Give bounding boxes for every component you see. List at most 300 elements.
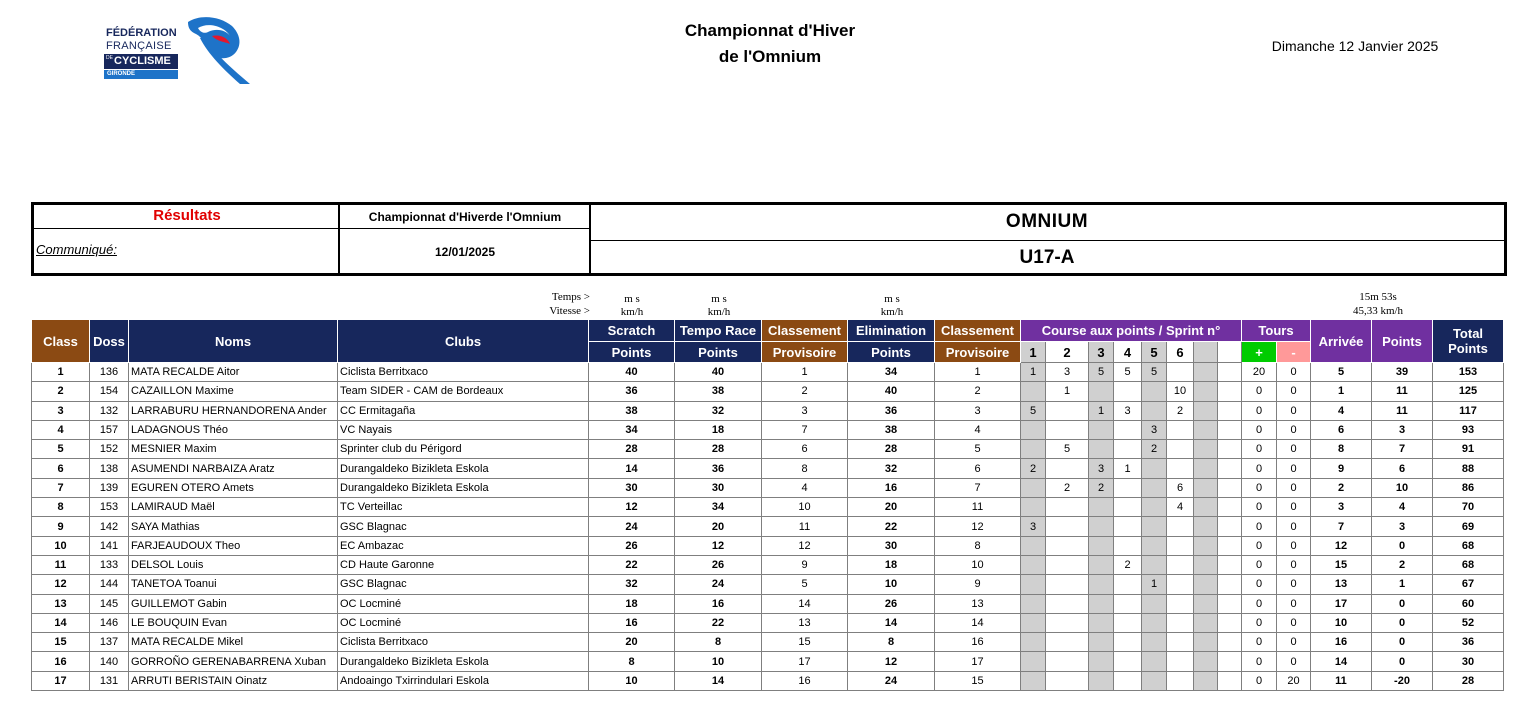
sprint-2-cell: 1 [1046, 382, 1089, 401]
sprint-2-cell: 5 [1046, 440, 1089, 459]
col-sprint-5: 5 [1142, 342, 1167, 363]
sprint-3-cell: 5 [1089, 363, 1114, 382]
sprint-7-cell [1194, 652, 1218, 671]
finish-rank-cell: 9 [1311, 459, 1372, 478]
sprint-8-cell [1218, 652, 1242, 671]
tempo-points-cell: 14 [675, 671, 762, 690]
club-cell: OC Locminé [338, 613, 589, 632]
col-course-points: Course aux points / Sprint n° [1021, 320, 1242, 342]
col-elimination: Elimination [848, 320, 935, 342]
points-race-points-cell: 0 [1372, 633, 1433, 652]
col-arrivee: Arrivée [1311, 320, 1372, 363]
col-tempo: Tempo Race [675, 320, 762, 342]
total-points-cell: 93 [1433, 420, 1504, 439]
rank-cell: 12 [32, 575, 90, 594]
club-cell: OC Locminé [338, 594, 589, 613]
finish-rank-cell: 16 [1311, 633, 1372, 652]
provisional-rank-2-cell: 13 [935, 594, 1021, 613]
provisional-rank-2-cell: 3 [935, 401, 1021, 420]
sprint-6-cell [1167, 420, 1194, 439]
sprint-6-cell [1167, 363, 1194, 382]
rank-cell: 1 [32, 363, 90, 382]
tempo-points-cell: 40 [675, 363, 762, 382]
tempo-time: m s [711, 293, 727, 305]
laps-gained-cell: 0 [1242, 401, 1277, 420]
elimination-speed: km/h [880, 306, 904, 318]
laps-lost-cell: 0 [1277, 363, 1311, 382]
sprint-2-cell [1046, 613, 1089, 632]
club-cell: GSC Blagnac [338, 517, 589, 536]
sprint-2-cell [1046, 459, 1089, 478]
bib-cell: 139 [90, 478, 129, 497]
sprint-8-cell [1218, 420, 1242, 439]
total-points-cell: 68 [1433, 536, 1504, 555]
finish-rank-cell: 6 [1311, 420, 1372, 439]
tempo-points-cell: 12 [675, 536, 762, 555]
club-cell: EC Ambazac [338, 536, 589, 555]
sprint-6-cell [1167, 575, 1194, 594]
provisional-rank-1-cell: 12 [762, 536, 848, 555]
col-sprint-6: 6 [1167, 342, 1194, 363]
sprint-2-cell [1046, 536, 1089, 555]
sprint-4-cell [1114, 420, 1142, 439]
bib-cell: 145 [90, 594, 129, 613]
rider-name-cell: MATA RECALDE Aitor [129, 363, 338, 382]
sprint-5-cell: 1 [1142, 575, 1167, 594]
rider-name-cell: LADAGNOUS Théo [129, 420, 338, 439]
provisional-rank-1-cell: 16 [762, 671, 848, 690]
total-points-cell: 86 [1433, 478, 1504, 497]
col-sprint-3: 3 [1089, 342, 1114, 363]
provisional-rank-1-cell: 9 [762, 555, 848, 574]
col-provisoire-1: Provisoire [762, 342, 848, 363]
laps-lost-cell: 0 [1277, 633, 1311, 652]
rank-cell: 6 [32, 459, 90, 478]
table-row [32, 652, 1504, 671]
sprint-3-cell [1089, 594, 1114, 613]
laps-gained-cell: 0 [1242, 633, 1277, 652]
sprint-8-cell [1218, 575, 1242, 594]
laps-lost-cell: 0 [1277, 459, 1311, 478]
sprint-2-cell [1046, 401, 1089, 420]
table-row [32, 382, 1504, 401]
rider-name-cell: LE BOUQUIN Evan [129, 613, 338, 632]
provisional-rank-2-cell: 2 [935, 382, 1021, 401]
rider-name-cell: ASUMENDI NARBAIZA Aratz [129, 459, 338, 478]
rank-cell: 4 [32, 420, 90, 439]
communique-label: Communiqué: [36, 242, 117, 257]
communique-date: 12/01/2025 [434, 245, 496, 259]
sprint-7-cell [1194, 536, 1218, 555]
scratch-points-cell: 34 [589, 420, 675, 439]
col-sprint-1: 1 [1021, 342, 1046, 363]
laps-lost-cell: 0 [1277, 517, 1311, 536]
bib-cell: 138 [90, 459, 129, 478]
rider-name-cell: FARJEAUDOUX Theo [129, 536, 338, 555]
rank-cell: 2 [32, 382, 90, 401]
title-line2: de l'Omnium [718, 47, 822, 66]
sprint-4-cell [1114, 594, 1142, 613]
elimination-points-cell: 20 [848, 498, 935, 517]
scratch-time: m s [624, 293, 640, 305]
provisional-rank-1-cell: 6 [762, 440, 848, 459]
sprint-4-cell [1114, 633, 1142, 652]
category-name: U17-A [1019, 247, 1075, 268]
sprint-3-cell: 2 [1089, 478, 1114, 497]
sprint-5-cell [1142, 382, 1167, 401]
sprint-4-cell: 2 [1114, 555, 1142, 574]
sprint-6-cell [1167, 536, 1194, 555]
provisional-rank-2-cell: 4 [935, 420, 1021, 439]
sprint-7-cell [1194, 594, 1218, 613]
logo-line1: FÉDÉRATION [106, 27, 177, 39]
sprint-7-cell [1194, 382, 1218, 401]
total-points-cell: 68 [1433, 555, 1504, 574]
finish-rank-cell: 2 [1311, 478, 1372, 497]
sprint-6-cell [1167, 594, 1194, 613]
col-sprint-4: 4 [1114, 342, 1142, 363]
table-row [32, 440, 1504, 459]
laps-gained-cell: 0 [1242, 613, 1277, 632]
club-cell: TC Verteillac [338, 498, 589, 517]
col-tempo-points: Points [675, 342, 762, 363]
sprint-2-cell [1046, 498, 1089, 517]
bib-cell: 137 [90, 633, 129, 652]
sprint-7-cell [1194, 440, 1218, 459]
sprint-8-cell [1218, 671, 1242, 690]
sprint-8-cell [1218, 401, 1242, 420]
sprint-4-cell [1114, 671, 1142, 690]
tempo-points-cell: 26 [675, 555, 762, 574]
results-heading: Résultats [153, 207, 221, 224]
logo-band [104, 54, 178, 69]
sprint-5-cell [1142, 652, 1167, 671]
laps-lost-cell: 0 [1277, 652, 1311, 671]
sprint-4-cell [1114, 575, 1142, 594]
sprint-3-cell [1089, 555, 1114, 574]
sprint-4-cell: 1 [1114, 459, 1142, 478]
scratch-points-cell: 8 [589, 652, 675, 671]
points-race-points-cell: 11 [1372, 382, 1433, 401]
laps-lost-cell: 0 [1277, 382, 1311, 401]
sprint-6-cell [1167, 613, 1194, 632]
logo-de: DE [106, 55, 113, 61]
table-row [32, 498, 1504, 517]
table-row [32, 633, 1504, 652]
sprint-4-cell [1114, 382, 1142, 401]
tempo-points-cell: 10 [675, 652, 762, 671]
points-race-points-cell: 0 [1372, 652, 1433, 671]
table-row [32, 536, 1504, 555]
club-cell: Durangaldeko Bizikleta Eskola [338, 478, 589, 497]
tempo-points-cell: 32 [675, 401, 762, 420]
sprint-5-cell [1142, 536, 1167, 555]
provisional-rank-1-cell: 7 [762, 420, 848, 439]
total-points-cell: 67 [1433, 575, 1504, 594]
sprint-2-cell [1046, 633, 1089, 652]
sprint-2-cell [1046, 555, 1089, 574]
sprint-7-cell [1194, 363, 1218, 382]
laps-gained-cell: 0 [1242, 498, 1277, 517]
points-race-points-cell: 0 [1372, 613, 1433, 632]
elimination-points-cell: 8 [848, 633, 935, 652]
col-tours-minus: - [1277, 342, 1311, 363]
tempo-points-cell: 22 [675, 613, 762, 632]
temps-label: Temps > [551, 291, 590, 303]
col-tours: Tours [1242, 320, 1311, 342]
sprint-4-cell [1114, 498, 1142, 517]
sprint-8-cell [1218, 440, 1242, 459]
tempo-points-cell: 20 [675, 517, 762, 536]
tempo-points-cell: 30 [675, 478, 762, 497]
club-cell: Durangaldeko Bizikleta Eskola [338, 459, 589, 478]
club-cell: CC Ermitagaña [338, 401, 589, 420]
scratch-points-cell: 14 [589, 459, 675, 478]
info-box [31, 202, 1507, 276]
results-table [31, 319, 1504, 691]
sprint-7-cell [1194, 671, 1218, 690]
col-sprint-8 [1218, 342, 1242, 363]
provisional-rank-1-cell: 17 [762, 652, 848, 671]
rank-cell: 3 [32, 401, 90, 420]
rank-cell: 7 [32, 478, 90, 497]
finish-rank-cell: 10 [1311, 613, 1372, 632]
sprint-4-cell: 3 [1114, 401, 1142, 420]
elimination-points-cell: 34 [848, 363, 935, 382]
sprint-1-cell [1021, 652, 1046, 671]
total-points-cell: 30 [1433, 652, 1504, 671]
elimination-points-cell: 32 [848, 459, 935, 478]
club-cell: Sprinter club du Périgord [338, 440, 589, 459]
sprint-4-cell [1114, 440, 1142, 459]
rank-cell: 10 [32, 536, 90, 555]
sprint-7-cell [1194, 613, 1218, 632]
club-cell: VC Nayais [338, 420, 589, 439]
sprint-8-cell [1218, 498, 1242, 517]
rank-cell: 11 [32, 555, 90, 574]
bib-cell: 157 [90, 420, 129, 439]
laps-lost-cell: 0 [1277, 594, 1311, 613]
laps-gained-cell: 0 [1242, 459, 1277, 478]
sprint-3-cell [1089, 671, 1114, 690]
sprint-3-cell [1089, 536, 1114, 555]
col-provisoire-2: Provisoire [935, 342, 1021, 363]
provisional-rank-1-cell: 1 [762, 363, 848, 382]
sprint-5-cell [1142, 671, 1167, 690]
scratch-points-cell: 28 [589, 440, 675, 459]
points-race-points-cell: 0 [1372, 594, 1433, 613]
laps-gained-cell: 20 [1242, 363, 1277, 382]
provisional-rank-1-cell: 11 [762, 517, 848, 536]
provisional-rank-2-cell: 14 [935, 613, 1021, 632]
rider-name-cell: MATA RECALDE Mikel [129, 633, 338, 652]
laps-lost-cell: 20 [1277, 671, 1311, 690]
scratch-points-cell: 40 [589, 363, 675, 382]
elimination-points-cell: 10 [848, 575, 935, 594]
provisional-rank-1-cell: 8 [762, 459, 848, 478]
club-cell: Ciclista Berritxaco [338, 363, 589, 382]
tempo-points-cell: 38 [675, 382, 762, 401]
table-row [32, 613, 1504, 632]
scratch-points-cell: 24 [589, 517, 675, 536]
sprint-4-cell [1114, 613, 1142, 632]
sprint-8-cell [1218, 555, 1242, 574]
sprint-3-cell [1089, 575, 1114, 594]
sprint-8-cell [1218, 536, 1242, 555]
finish-rank-cell: 13 [1311, 575, 1372, 594]
sprint-1-cell [1021, 440, 1046, 459]
sprint-7-cell [1194, 420, 1218, 439]
sprint-3-cell [1089, 613, 1114, 632]
sprint-6-cell [1167, 671, 1194, 690]
finish-rank-cell: 8 [1311, 440, 1372, 459]
col-points: Points [1372, 320, 1433, 363]
total-points-cell: 52 [1433, 613, 1504, 632]
tempo-points-cell: 36 [675, 459, 762, 478]
laps-gained-cell: 0 [1242, 517, 1277, 536]
total-points-cell: 36 [1433, 633, 1504, 652]
provisional-rank-2-cell: 9 [935, 575, 1021, 594]
elimination-points-cell: 38 [848, 420, 935, 439]
rank-cell: 8 [32, 498, 90, 517]
total-points-cell: 88 [1433, 459, 1504, 478]
club-cell: Ciclista Berritxaco [338, 633, 589, 652]
col-elimination-points: Points [848, 342, 935, 363]
bib-cell: 144 [90, 575, 129, 594]
sprint-1-cell [1021, 478, 1046, 497]
col-total-line2: Points [1448, 341, 1488, 356]
elimination-points-cell: 14 [848, 613, 935, 632]
sprint-1-cell: 3 [1021, 517, 1046, 536]
ffc-gironde-logo [100, 14, 260, 90]
total-points-cell: 69 [1433, 517, 1504, 536]
provisional-rank-2-cell: 8 [935, 536, 1021, 555]
tempo-points-cell: 16 [675, 594, 762, 613]
points-race-points-cell: 0 [1372, 536, 1433, 555]
bib-cell: 141 [90, 536, 129, 555]
sprint-5-cell [1142, 555, 1167, 574]
sprint-2-cell [1046, 420, 1089, 439]
provisional-rank-2-cell: 5 [935, 440, 1021, 459]
points-race-points-cell: 2 [1372, 555, 1433, 574]
sprint-2-cell [1046, 575, 1089, 594]
bib-cell: 136 [90, 363, 129, 382]
provisional-rank-2-cell: 10 [935, 555, 1021, 574]
sprint-5-cell [1142, 498, 1167, 517]
sprint-3-cell: 1 [1089, 401, 1114, 420]
laps-gained-cell: 0 [1242, 594, 1277, 613]
provisional-rank-1-cell: 3 [762, 401, 848, 420]
col-doss: Doss [90, 320, 129, 363]
elimination-points-cell: 40 [848, 382, 935, 401]
laps-gained-cell: 0 [1242, 652, 1277, 671]
sprint-4-cell [1114, 517, 1142, 536]
provisional-rank-2-cell: 11 [935, 498, 1021, 517]
sprint-8-cell [1218, 382, 1242, 401]
page-title [620, 18, 920, 70]
total-points-cell: 91 [1433, 440, 1504, 459]
logo-subband [104, 70, 178, 79]
points-race-points-cell: 1 [1372, 575, 1433, 594]
points-race-points-cell: -20 [1372, 671, 1433, 690]
rider-name-cell: GORROÑO GERENABARRENA Xuban [129, 652, 338, 671]
col-classement-2: Classement [935, 320, 1021, 342]
sprint-8-cell [1218, 363, 1242, 382]
points-race-speed: 45,33 km/h [1352, 305, 1404, 317]
club-cell: Durangaldeko Bizikleta Eskola [338, 652, 589, 671]
tempo-points-cell: 24 [675, 575, 762, 594]
elimination-points-cell: 24 [848, 671, 935, 690]
rank-cell: 13 [32, 594, 90, 613]
bib-cell: 152 [90, 440, 129, 459]
scratch-points-cell: 30 [589, 478, 675, 497]
finish-rank-cell: 17 [1311, 594, 1372, 613]
table-row [32, 517, 1504, 536]
club-cell: Andoaingo Txirrindulari Eskola [338, 671, 589, 690]
provisional-rank-2-cell: 17 [935, 652, 1021, 671]
provisional-rank-2-cell: 15 [935, 671, 1021, 690]
sprint-1-cell: 2 [1021, 459, 1046, 478]
rider-name-cell: SAYA Mathias [129, 517, 338, 536]
elimination-points-cell: 16 [848, 478, 935, 497]
tempo-points-cell: 28 [675, 440, 762, 459]
elimination-points-cell: 30 [848, 536, 935, 555]
table-row [32, 401, 1504, 420]
sprint-6-cell [1167, 440, 1194, 459]
sprint-1-cell [1021, 594, 1046, 613]
rank-cell: 16 [32, 652, 90, 671]
sprint-3-cell [1089, 382, 1114, 401]
sprint-8-cell [1218, 478, 1242, 497]
points-race-points-cell: 39 [1372, 363, 1433, 382]
elimination-points-cell: 36 [848, 401, 935, 420]
elimination-points-cell: 22 [848, 517, 935, 536]
col-classement-1: Classement [762, 320, 848, 342]
sprint-5-cell [1142, 633, 1167, 652]
table-row [32, 575, 1504, 594]
tempo-speed: km/h [707, 306, 731, 318]
col-clubs: Clubs [338, 320, 589, 363]
sprint-5-cell [1142, 401, 1167, 420]
points-race-time: 15m 53s [1359, 291, 1397, 303]
laps-gained-cell: 0 [1242, 440, 1277, 459]
logo-line2: FRANÇAISE [106, 40, 172, 52]
results-body [32, 363, 1504, 691]
club-cell: GSC Blagnac [338, 575, 589, 594]
rider-name-cell: LARRABURU HERNANDORENA Ander [129, 401, 338, 420]
bib-cell: 153 [90, 498, 129, 517]
sprint-5-cell: 3 [1142, 420, 1167, 439]
elimination-points-cell: 28 [848, 440, 935, 459]
sprint-3-cell [1089, 652, 1114, 671]
table-row [32, 594, 1504, 613]
sprint-3-cell [1089, 633, 1114, 652]
sprint-6-cell: 10 [1167, 382, 1194, 401]
laps-gained-cell: 0 [1242, 575, 1277, 594]
sprint-2-cell: 3 [1046, 363, 1089, 382]
sprint-5-cell [1142, 594, 1167, 613]
sprint-7-cell [1194, 517, 1218, 536]
sprint-1-cell [1021, 555, 1046, 574]
provisional-rank-2-cell: 16 [935, 633, 1021, 652]
logo-line3: CYCLISME [114, 55, 171, 67]
tempo-points-cell: 34 [675, 498, 762, 517]
provisional-rank-1-cell: 5 [762, 575, 848, 594]
finish-rank-cell: 14 [1311, 652, 1372, 671]
finish-rank-cell: 1 [1311, 382, 1372, 401]
provisional-rank-1-cell: 10 [762, 498, 848, 517]
provisional-rank-1-cell: 15 [762, 633, 848, 652]
